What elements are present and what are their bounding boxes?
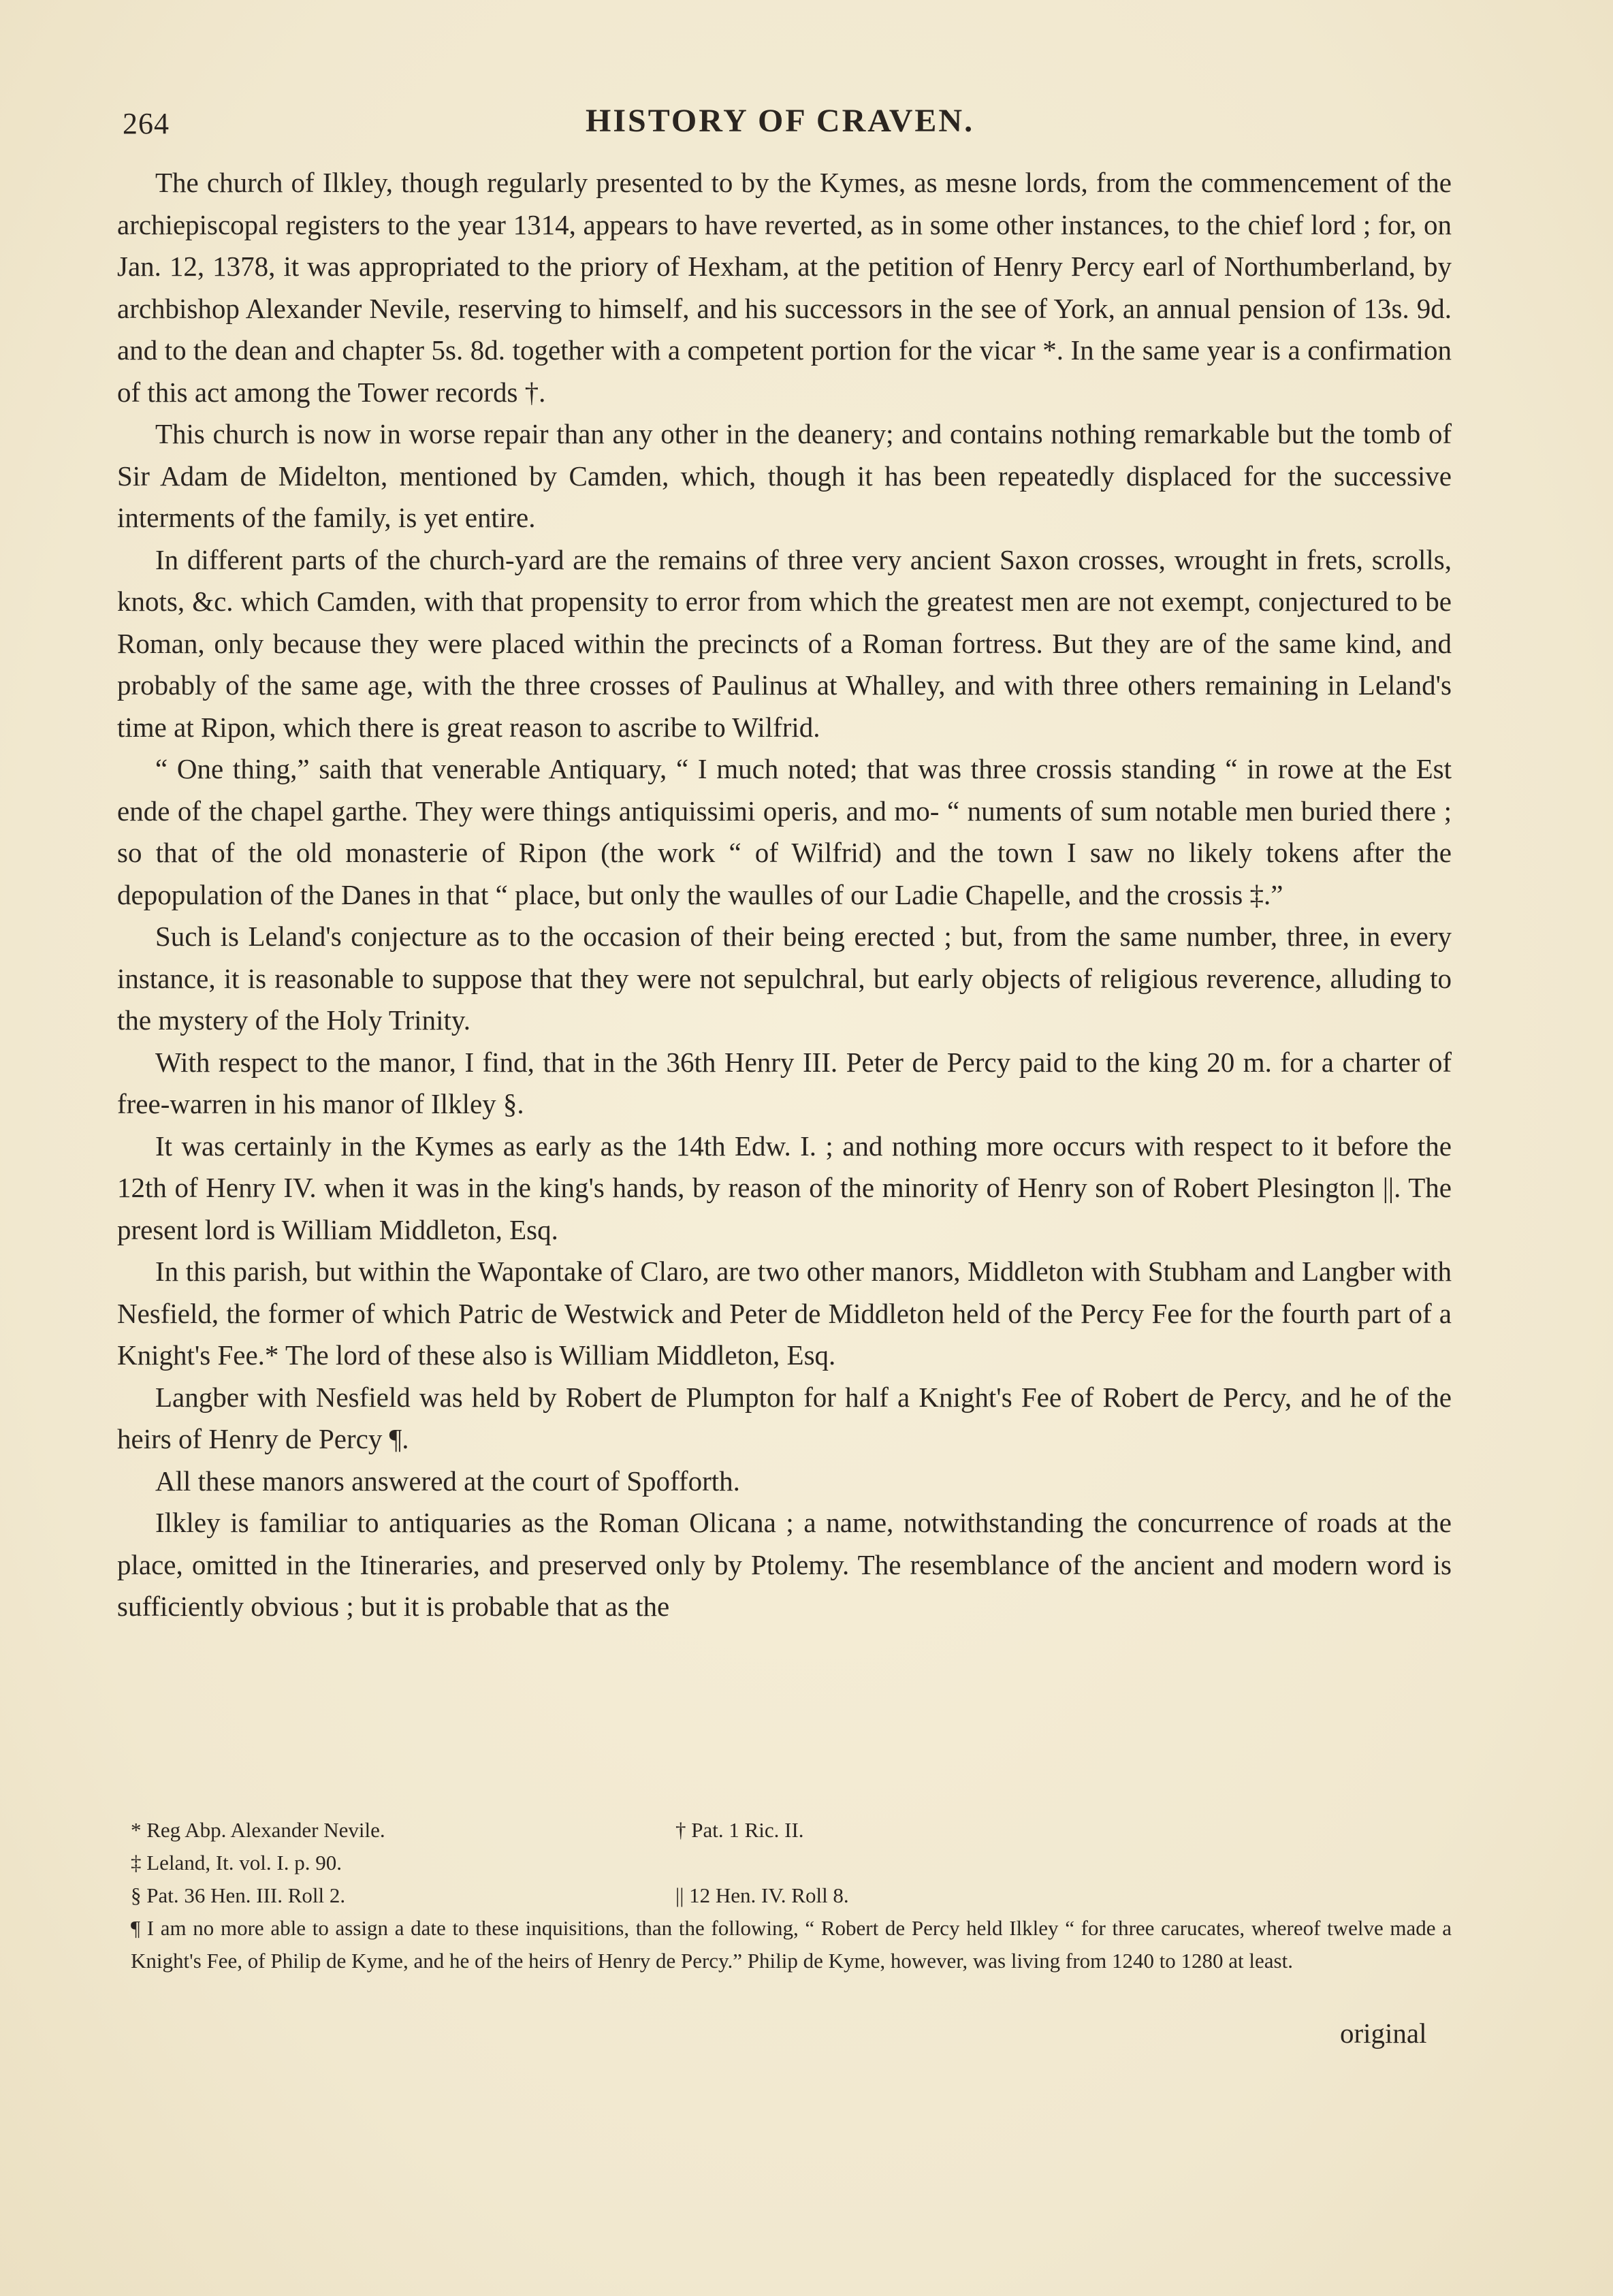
footnote-leland: ‡ Leland, It. vol. I. p. 90. bbox=[131, 1851, 342, 1875]
paragraph-spofforth: All these manors answered at the court of Spofforth. bbox=[155, 1465, 740, 1497]
footnote-row bbox=[117, 1847, 1452, 1879]
footnote-inquisitions: ¶ I am no more able to assign a date to these inquisitions, than the following, “ Robert de Percy held Ilkley “ for three carucates, whereof twelve made a Knight's Fee, of Philip de Kyme, and he of the heirs of Henry de Percy.” Philip de Kyme, however, was living from 1240 to 1280 at least. bbox=[131, 1916, 1452, 1973]
footnote-row bbox=[117, 1814, 1452, 1847]
footnote-reg-abp: * Reg Abp. Alexander Nevile. bbox=[131, 1818, 385, 1842]
body-text bbox=[117, 162, 1452, 1628]
paragraph-olicana: Ilkley is familiar to antiquaries as the Roman Olicana ; a name, notwithstanding the concurrence of roads at the place, omitted in the Itineraries, and preserved only by Ptolemy. The resemblance of the ancient and modern word is sufficiently obvious ; but it is probable that as the bbox=[117, 1507, 1452, 1622]
footnote-hen-iv: || 12 Hen. IV. Roll 8. bbox=[675, 1883, 849, 1907]
paragraph-church-of-ilkley: The church of Ilkley, though regularly presented to by the Kymes, as mesne lords, from the commencement of the archiepiscopal registers to the year 1314, appears to have reverted, as in some other instances, to the chief lord ; for, on Jan. 12, 1378, it was appropriated to the priory of Hexham, at the petition of Henry Percy earl of Northumberland, by archbishop Alexander Nevile, reserving to himself, and his successors in the see of York, an annual pension of 13s. 9d. and to the dean and chapter 5s. 8d. together with a competent portion for the vicar *. In the same year is a confirmation of this act among the Tower records †. bbox=[117, 167, 1452, 408]
footnote-row bbox=[117, 1879, 1452, 1912]
paragraph-saxon-crosses: In different parts of the church-yard are the remains of three very ancient Saxon crosses, wrought in frets, scrolls, knots, &c. which Camden, with that propensity to error from which the greatest men are not exempt, conjectured to be Roman, only because they were placed within the precincts of a Roman fortress. But they are of the same kind, and probably of the same age, with the three crosses of Paulinus at Whalley, and with three others remaining in Leland's time at Ripon, which there is great reason to ascribe to Wilfrid. bbox=[117, 543, 1452, 743]
page-number: 264 bbox=[123, 107, 170, 140]
footnote-pat-ric: † Pat. 1 Ric. II. bbox=[675, 1818, 804, 1842]
paragraph-manor: With respect to the manor, I find, that in the 36th Henry III. Peter de Percy paid to the king 20 m. for a charter of free-warren in his manor of Ilkley §. bbox=[117, 1046, 1452, 1119]
catchword: original bbox=[1340, 2018, 1427, 2049]
paragraph-other-manors: In this parish, but within the Wapontake of Claro, are two other manors, Middleton with Stubham and Langber with Nesfield, the former of which Patric de Westwick and Peter de Middleton held of the Percy Fee for the fourth part of a Knight's Fee.* The lord of these also is William Middleton, Esq. bbox=[117, 1256, 1452, 1371]
paragraph-leland-quote: “ One thing,” saith that venerable Antiquary, “ I much noted; that was three crossis standing “ in rowe at the Est ende of the chapel garthe. They were things antiquissimi operis, and mo- “ numents of sum notable men buried there ; so that of the old monasterie of Ripon (the work “ of Wilfrid) and the town I saw no likely tokens after the depopulation of the Danes in that “ place, but only the waulles of our Ladie Chapelle, and the crossis ‡.” bbox=[117, 753, 1452, 910]
footnote-pat-hen-iii: § Pat. 36 Hen. III. Roll 2. bbox=[131, 1883, 346, 1907]
paragraph-church-repair: This church is now in worse repair than any other in the deanery; and contains nothing remarkable but the tomb of Sir Adam de Midelton, mentioned by Camden, which, though it has been repeatedly displaced for the successive interments of the family, is yet entire. bbox=[117, 418, 1452, 533]
paragraph-kymes: It was certainly in the Kymes as early as the 14th Edw. I. ; and nothing more occurs with respect to it before the 12th of Henry IV. when it was in the king's hands, by reason of the minority of Henry son of Robert Plesington ||. The present lord is William Middleton, Esq. bbox=[117, 1130, 1452, 1245]
page-header bbox=[123, 102, 1518, 150]
footnotes bbox=[117, 1814, 1452, 1977]
running-title: HISTORY OF CRAVEN. bbox=[586, 103, 975, 139]
paragraph-langber: Langber with Nesfield was held by Robert de Plumpton for half a Knight's Fee of Robert de Percy, and he of the heirs of Henry de Percy ¶. bbox=[117, 1381, 1452, 1454]
paragraph-leland-conjecture: Such is Leland's conjecture as to the occasion of their being erected ; but, from the same number, three, in every instance, it is reasonable to suppose that they were not sepulchral, but early objects of religious reverence, alluding to the mystery of the Holy Trinity. bbox=[117, 921, 1452, 1036]
